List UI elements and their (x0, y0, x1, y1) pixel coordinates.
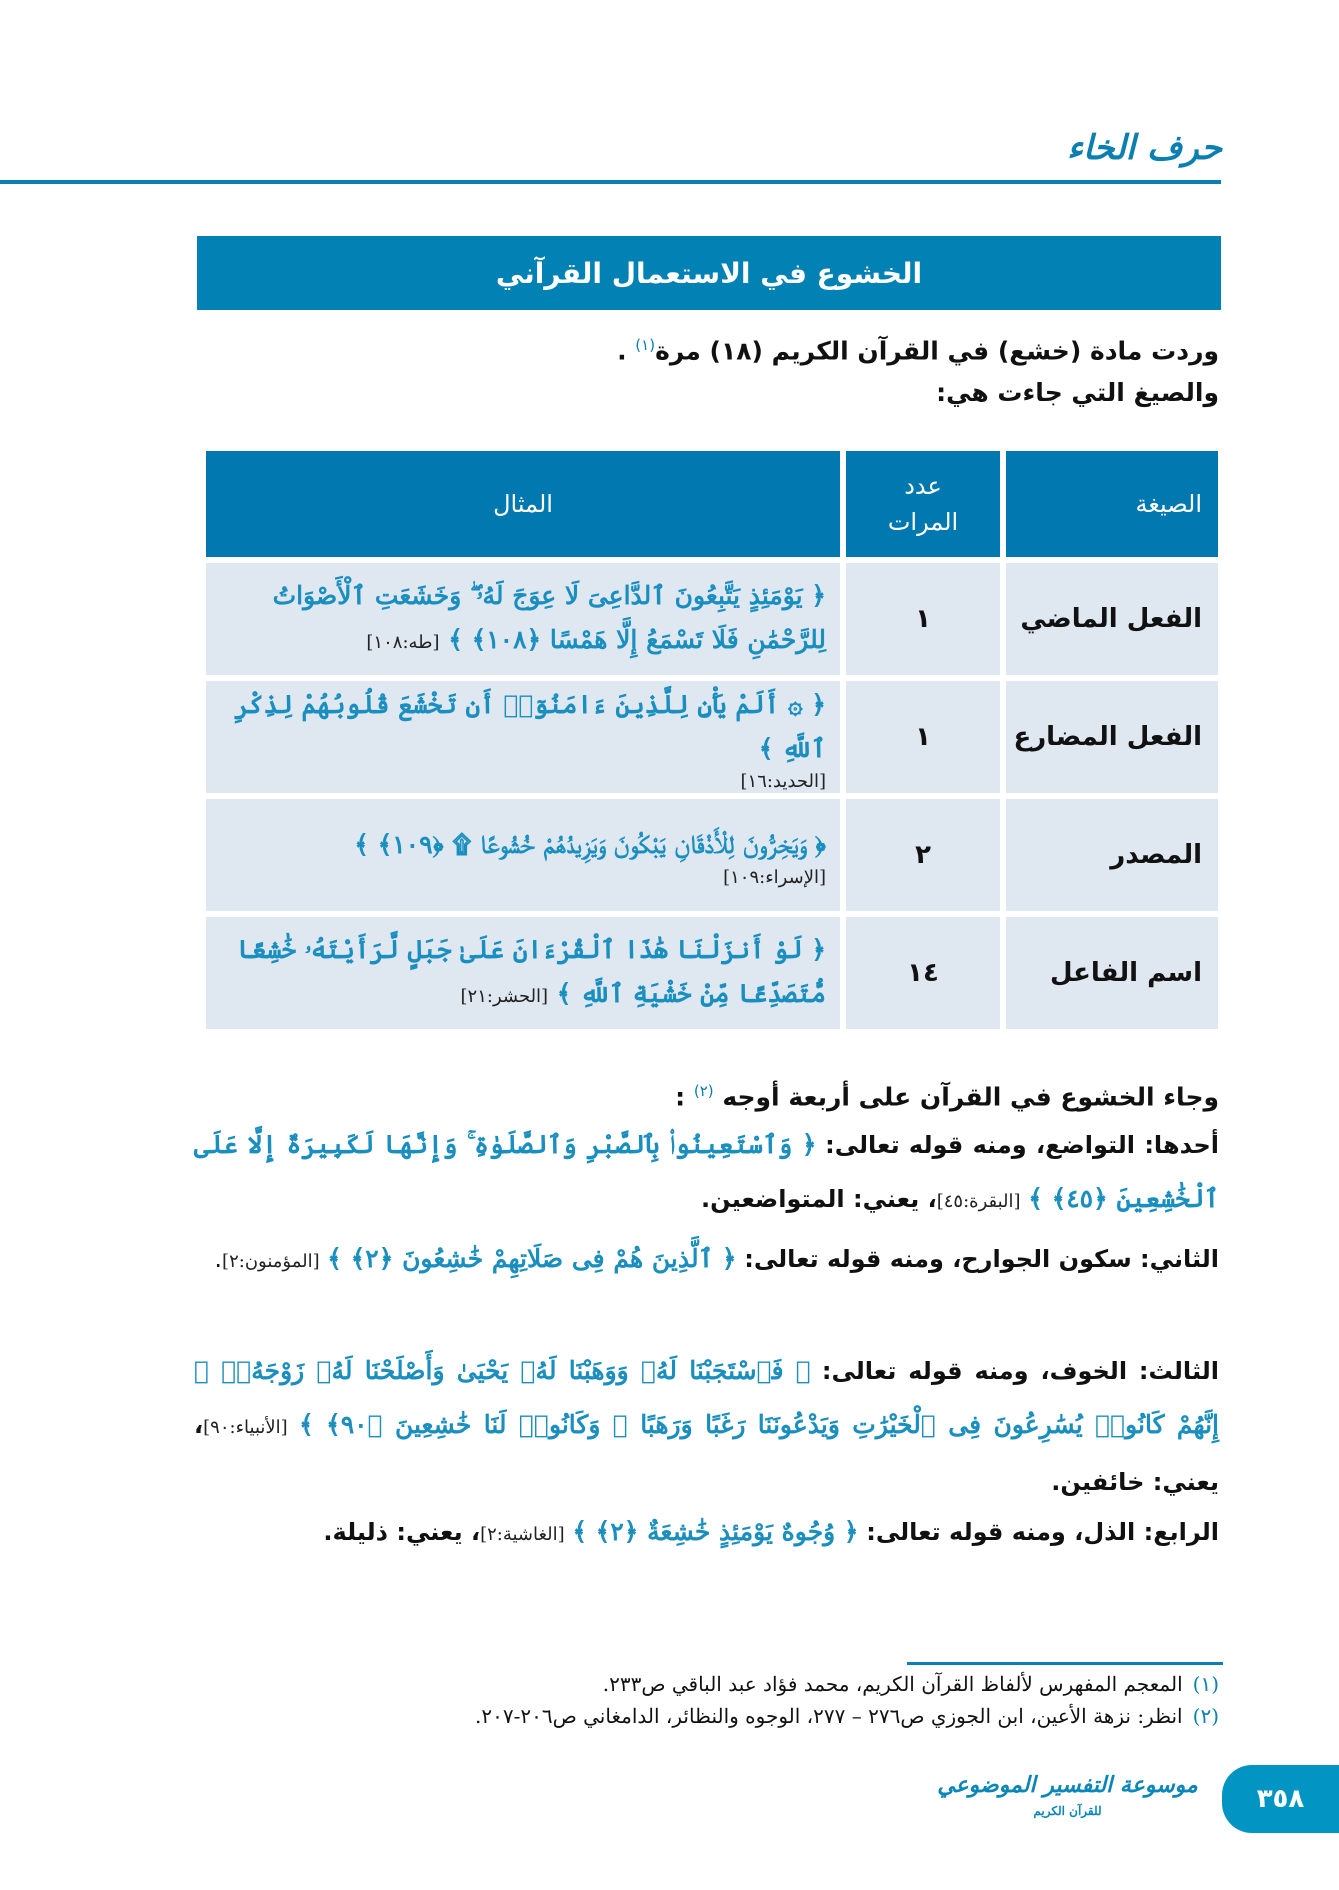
verse-reference: [الحديد:١٦] (740, 770, 826, 792)
table-row (200, 917, 1218, 1029)
meaning-gloss: . (214, 1245, 223, 1273)
intro-line-1: وردت مادة (خشع) في القرآن الكريم (١٨) مرة$^{(١)}$ . (617, 336, 1219, 366)
footnote-number: (١) (1192, 1672, 1219, 1696)
cell-count: ١٤ (846, 917, 1000, 1029)
verse-reference: [المؤمنون:٢] (222, 1251, 320, 1272)
verse-reference: [الأنبياء:٩٠] (203, 1417, 288, 1438)
cell-form: الفعل الماضي (1006, 563, 1218, 675)
quran-verse: ﴿ فَٱسْتَجَبْنَا لَهُۥ وَوَهَبْنَا لَهُۥ يَحْيَىٰ وَأَصْلَحْنَا لَهُۥ زَوْجَهُۥٓ ۚ إِنَّهُمْ كَانُوا۟ يُسَٰرِعُونَ فِى ٱلْخَيْرَٰتِ وَيَدْعُونَنَا رَغَبًا وَرَهَبًا ۖ وَكَانُوا۟ لَنَا خَٰشِعِينَ ﴿٩٠﴾ ﴾ (194, 1356, 1219, 1439)
table-row (200, 681, 1218, 793)
table-header-row (200, 451, 1218, 557)
meaning-label: الثاني: سكون الجوارح، ومنه قوله تعالى: (744, 1245, 1219, 1273)
meaning-item-2 (194, 1232, 1219, 1289)
cell-count: ١ (846, 681, 1000, 793)
quran-verse: ﴿ وُجُوهٌ يَوْمَئِذٍ خَٰشِعَةٌ ﴿٢﴾ ﴾ (572, 1517, 859, 1546)
cell-form: المصدر (1006, 799, 1218, 911)
quran-verse: ﴿ ٱلَّذِينَ هُمْ فِى صَلَاتِهِمْ خَٰشِعُونَ ﴿٢﴾ ﴾ (327, 1244, 737, 1273)
cell-example (206, 917, 840, 1029)
header-count: عدد المرات (846, 451, 1000, 557)
running-header: حرف الخاء (1067, 128, 1222, 168)
quran-verse: ﴿ لَوْ أَنزَلْنَا هَٰذَا ٱلْقُرْءَانَ عَلَىٰ جَبَلٍ لَّرَأَيْتَهُۥ خَٰشِعًا مُّتَصَدِّعًا مِّنْ خَشْيَةِ ٱللَّهِ ﴾ [الحشر:٢١] (237, 934, 826, 1008)
quran-verse: ﴿ وَٱسْتَعِينُوا۟ بِٱلصَّبْرِ وَٱلصَّلَوٰةِ ۚ وَإِنَّهَا لَكَبِيرَةٌ إِلَّا عَلَى ٱلْخَٰشِعِينَ ﴿٤٥﴾ ﴾ (194, 1130, 1219, 1213)
verse-reference: [الإسراء:١٠٩] (723, 866, 826, 888)
meaning-gloss: ، يعني: خائفين. (194, 1411, 1219, 1496)
cell-example (206, 681, 840, 793)
meaning-gloss: ، يعني: المتواضعين. (701, 1185, 937, 1213)
footnote-number: (٢) (1192, 1704, 1219, 1728)
cell-example (206, 799, 840, 911)
footnote-2: (٢)انظر: نزهة الأعين، ابن الجوزي ص٢٧٦ – ٢٧٧، الوجوه والنظائر، الدامغاني ص٢٠٦-٢٠٧. (475, 1704, 1219, 1728)
footnote-ref-1[interactable]: (١) (635, 336, 656, 354)
header-form: الصيغة (1006, 451, 1218, 557)
verse-reference: [الحشر:٢١] (460, 985, 549, 1007)
quran-verse: ﴿ وَيَخِرُّونَ لِلْأَذْقَانِ يَبْكُونَ وَيَزِيدُهُمْ خُشُوعًا ۩ ﴿١٠٩﴾ ﴾ (354, 829, 826, 859)
meaning-item-4 (194, 1505, 1219, 1562)
cell-form: اسم الفاعل (1006, 917, 1218, 1029)
cell-count: ١ (846, 563, 1000, 675)
cell-count: ٢ (846, 799, 1000, 911)
intro-line-2: والصيغ التي جاءت هي: (936, 378, 1219, 407)
meaning-label: الرابع: الذل، ومنه قوله تعالى: (866, 1518, 1219, 1546)
meaning-label: أحدها: التواضع، ومنه قوله تعالى: (825, 1131, 1219, 1159)
section-title: الخشوع في الاستعمال القرآني (495, 256, 923, 290)
quran-verse: ﴿ يَوْمَئِذٍ يَتَّبِعُونَ ٱلدَّاعِىَ لَا عِوَجَ لَهُۥ ۖ وَخَشَعَتِ ٱلْأَصْوَاتُ لِلرَّحْمَٰنِ فَلَا تَسْمَعُ إِلَّا هَمْسًا ﴿١٠٨﴾ ﴾ [طه:١٠٨] (272, 580, 826, 654)
encyclopedia-logo: موسوعة التفسير الموضوعي للقرآن الكريم (937, 1772, 1198, 1818)
quran-verse: ﴿ ۞ أَلَمْ يَأْنِ لِلَّذِينَ ءَامَنُوٓا۟ أَن تَخْشَعَ قُلُوبُهُمْ لِذِكْرِ ٱللَّهِ ﴾ (234, 689, 826, 763)
footnote-rule (907, 1662, 1223, 1665)
verse-reference: [الغاشية:٢] (480, 1524, 565, 1545)
verse-reference: [طه:١٠٨] (366, 631, 440, 653)
table-row (200, 799, 1218, 911)
verse-reference: [البقرة:٤٥] (936, 1191, 1021, 1212)
meaning-item-1 (194, 1118, 1219, 1229)
header-rule (0, 180, 1221, 184)
meaning-label: الثالث: الخوف، ومنه قوله تعالى: (821, 1357, 1219, 1385)
table-row (200, 563, 1218, 675)
footnote-ref-2[interactable]: (٢) (693, 1082, 714, 1100)
footnote-1: (١)المعجم المفهرس لألفاظ القرآن الكريم، محمد فؤاد عبد الباقي ص٢٣٣. (602, 1672, 1219, 1696)
cell-form: الفعل المضارع (1006, 681, 1218, 793)
meanings-intro: وجاء الخشوع في القرآن على أربعة أوجه $^{(٢)}$ : (675, 1082, 1219, 1112)
meaning-gloss: ، يعني: ذليلة. (323, 1518, 481, 1546)
page-number: ٣٥٨ (1222, 1765, 1339, 1833)
forms-table (200, 451, 1218, 1035)
cell-example (206, 563, 840, 675)
section-title-banner (197, 236, 1221, 310)
header-example: المثال (206, 451, 840, 557)
meaning-item-3 (194, 1344, 1219, 1509)
